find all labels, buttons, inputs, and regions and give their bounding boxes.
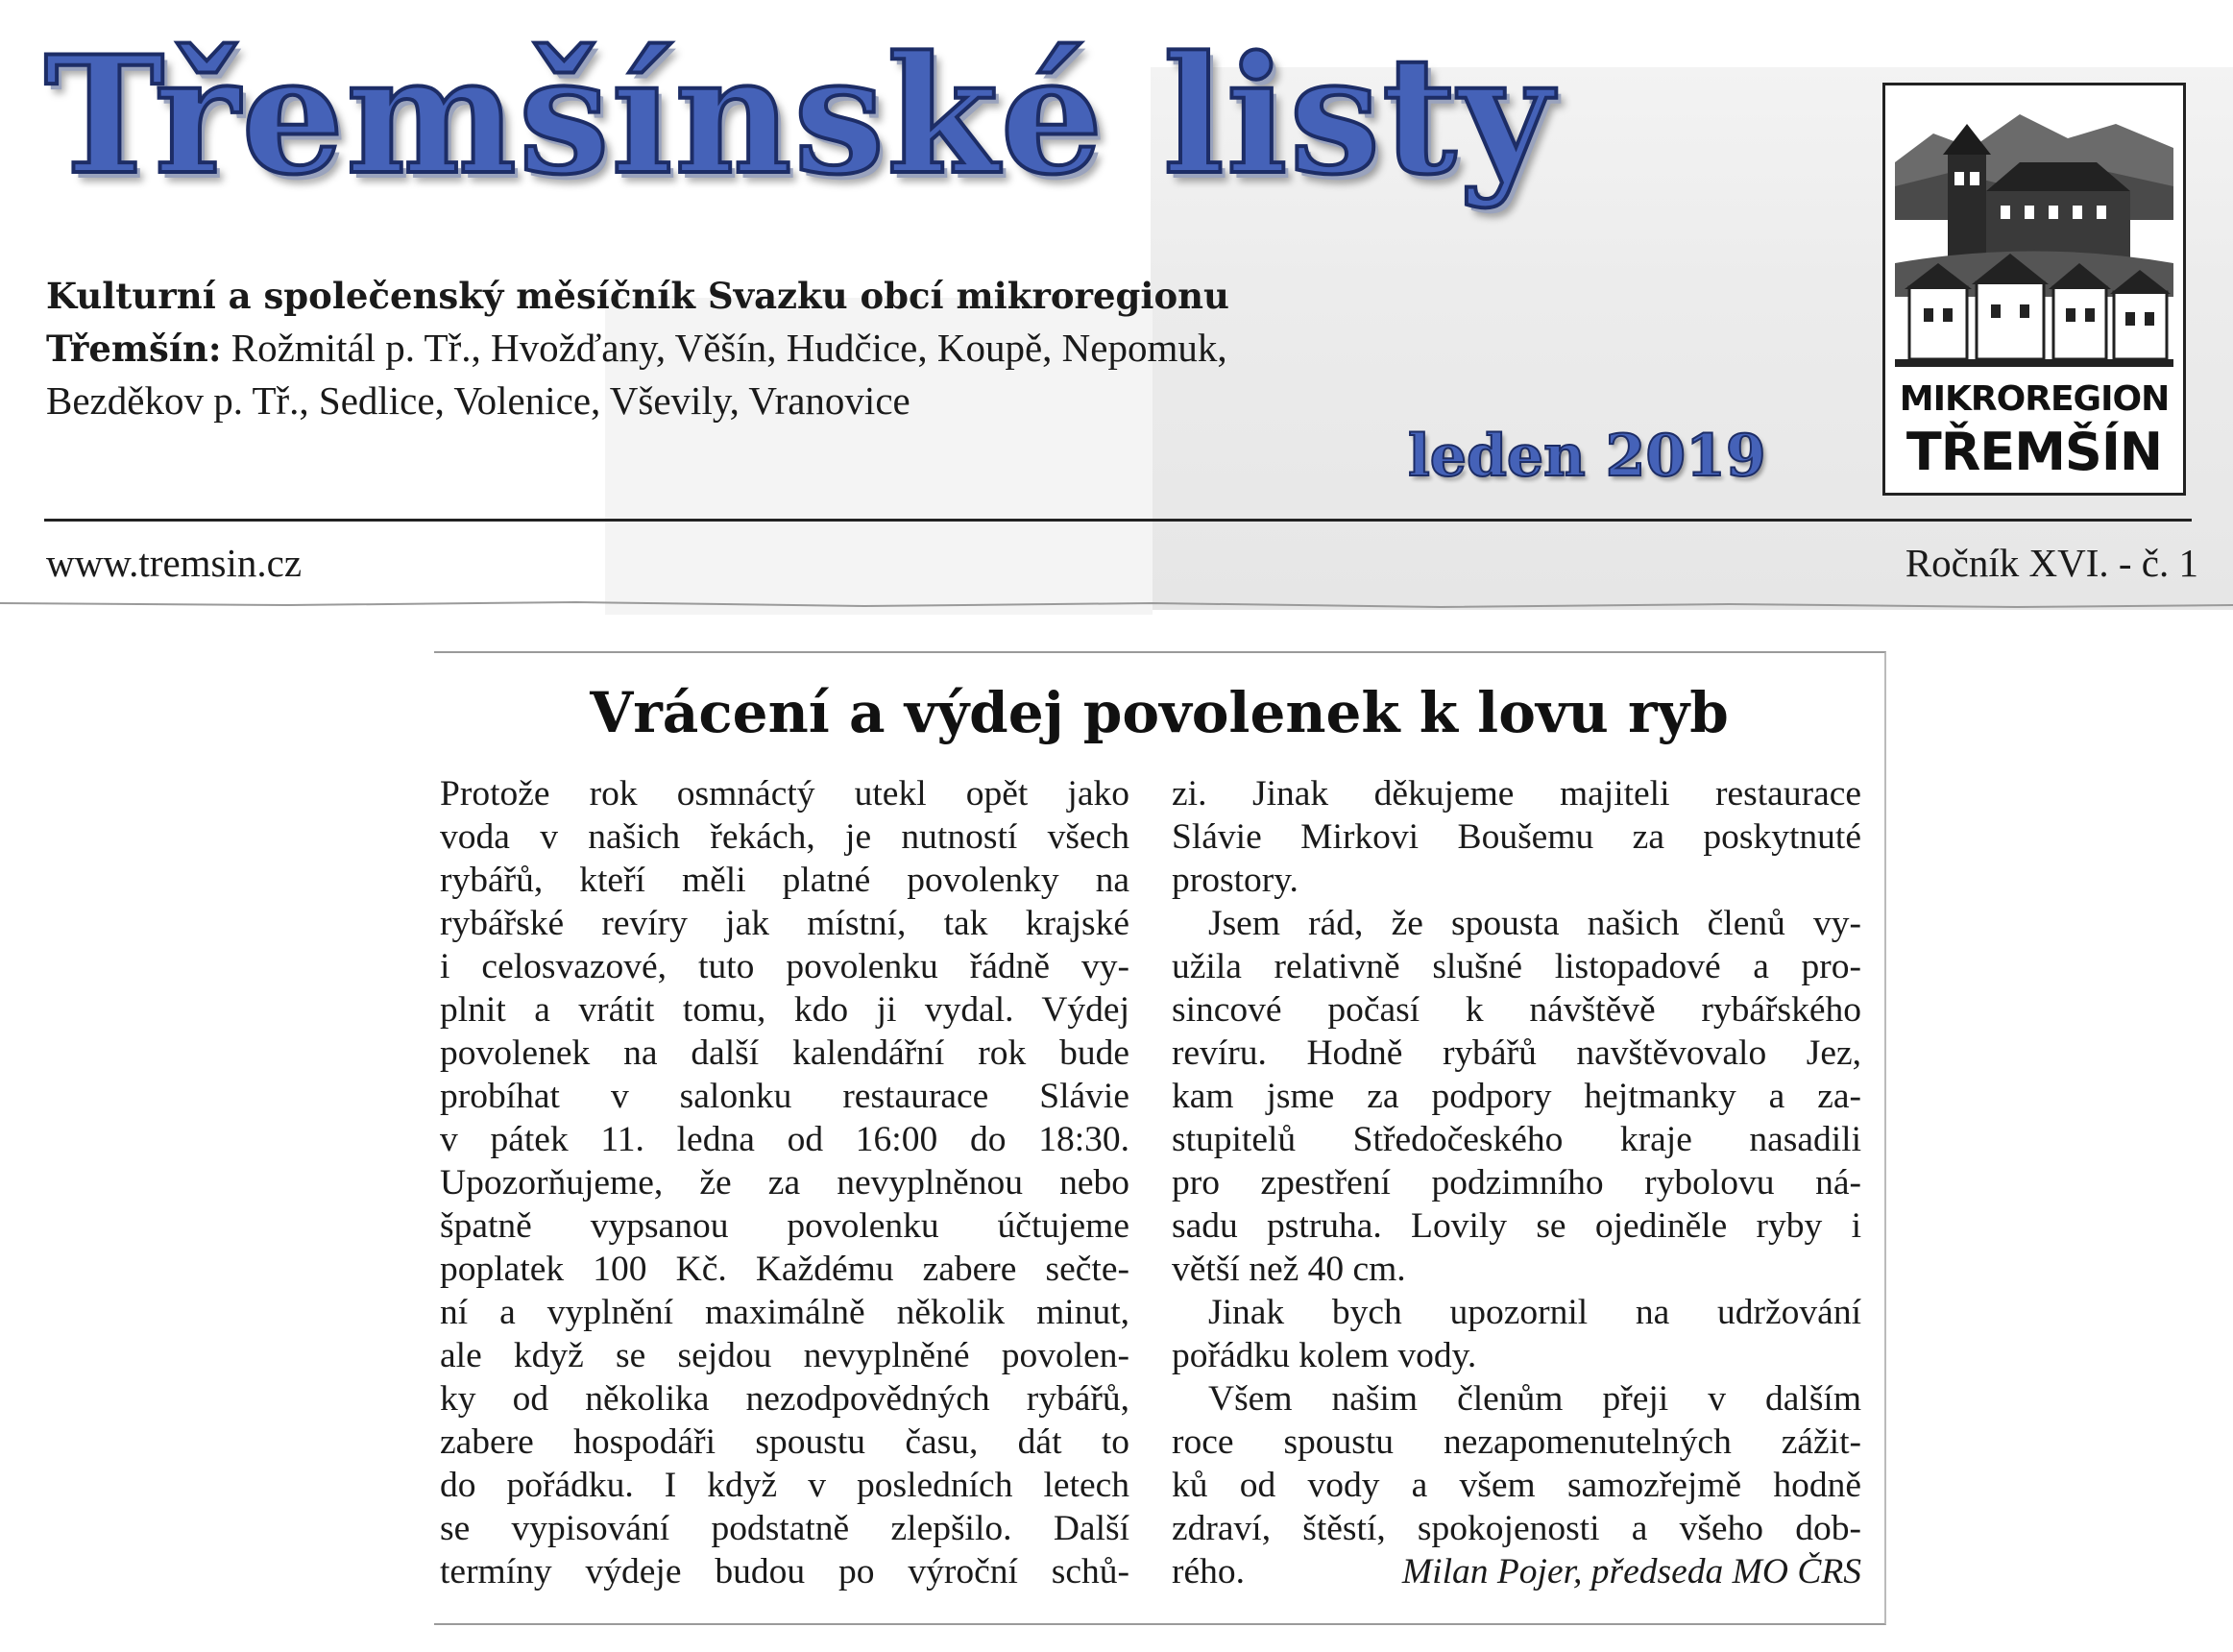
text-line: Protože rok osmnáctý utekl opět jako: [440, 774, 1129, 814]
text-line: zabere hospodáři spoustu času, dát to: [440, 1422, 1129, 1462]
text-line: Jsem rád, že spousta našich členů vy-: [1208, 904, 1861, 943]
text-line: v pátek 11. ledna od 16:00 do 18:30.: [440, 1120, 1129, 1159]
masthead-divider: [44, 519, 2192, 522]
masthead: [0, 0, 2233, 615]
logo-text-line1: MIKROREGION: [1899, 379, 2170, 419]
castle-icon: [1895, 95, 2173, 374]
torn-paper-edge: [0, 601, 2233, 615]
text-line: povolenek na další kalendářní rok bude: [440, 1033, 1129, 1073]
text-line: ale když se sejdou nevyplněné povolen-: [440, 1336, 1129, 1375]
website-url: www.tremsin.cz: [46, 541, 303, 585]
text-line: i celosvazové, tuto povolenku řádně vy-: [440, 947, 1129, 986]
article-column-left: [440, 772, 1129, 1593]
text-line: probíhat v salonku restaurace Slávie: [440, 1077, 1129, 1116]
text-line: stupitelů Středočeského kraje nasadili: [1172, 1120, 1861, 1159]
text-line: kam jsme za podpory hejtmanky a za-: [1172, 1077, 1861, 1116]
subtitle-bold: Kulturní a společenský měsíčník Svazku obcí mikroregionu Třemšín:: [46, 275, 1229, 370]
final-word: rého.: [1172, 1552, 1246, 1591]
text-line: roce spoustu nezapomenutelných zážit-: [1172, 1422, 1861, 1462]
text-line: zi. Jinak děkujeme majiteli restaurace: [1172, 774, 1861, 814]
newspaper-subtitle: [46, 269, 1256, 426]
text-line: pořádku kolem vody.: [1172, 1336, 1477, 1375]
text-line: špatně vypsanou povolenku účtujeme: [440, 1206, 1129, 1246]
paragraph-2: [1172, 902, 1861, 1291]
text-line: poplatek 100 Kč. Každému zabere sečte-: [440, 1250, 1129, 1289]
text-line: sadu pstruha. Lovily se ojediněle ryby i: [1172, 1206, 1861, 1246]
text-line: do pořádku. I když v posledních letech: [440, 1466, 1129, 1505]
paragraph-3: [1172, 1291, 1861, 1377]
text-line: Upozorňujeme, že za nevyplněnou nebo: [440, 1163, 1129, 1203]
mikroregion-logo: [1882, 83, 2186, 496]
text-line: ní a vyplnění maximálně několik minut,: [440, 1293, 1129, 1332]
newspaper-title: Třemšínské listy: [44, 20, 1555, 210]
paragraph-4: [1172, 1377, 1861, 1550]
logo-text-line2: TŘEMŠÍN: [1905, 422, 2163, 482]
text-line: plnit a vrátit tomu, kdo ji vydal. Výdej: [440, 990, 1129, 1030]
text-line: se vypisování podstatně zlepšilo. Další: [440, 1509, 1129, 1548]
text-line: termíny výdeje budou po výroční schů-: [440, 1552, 1129, 1591]
text-line: Všem našim členům přeji v dalším: [1208, 1379, 1861, 1419]
text-line: rybářské revíry jak místní, tak krajské: [440, 904, 1129, 943]
article-title: Vrácení a výdej povolenek k lovu ryb: [590, 680, 1729, 745]
article-column-right: [1172, 772, 1861, 1593]
text-line: sincové počasí k návštěvě rybářského: [1172, 990, 1861, 1030]
issue-number: Ročník XVI. - č. 1: [1905, 541, 2198, 585]
page-margin-left: [0, 615, 434, 1652]
text-line: Slávie Mirkovi Boušemu za poskytnuté: [1172, 817, 1861, 857]
text-line: pro zpestření podzimního rybolovu ná-: [1172, 1163, 1861, 1203]
text-line: prostory.: [1172, 861, 1299, 900]
text-line: voda v našich řekách, je nutností všech: [440, 817, 1129, 857]
paragraph-1-continued: [1172, 772, 1861, 902]
closing-line: [1172, 1550, 1861, 1593]
issue-date: leden 2019: [1408, 423, 1766, 490]
article: [434, 651, 1886, 1625]
subtitle-municipalities: Rožmitál p. Tř., Hvožďany, Věšín, Hudčice, Koupě, Nepomuk, Bezděkov p. Tř., Sedlice, Volenice, Vševily, Vranovice: [46, 326, 1227, 423]
text-line: ků od vody a všem samozřejmě hodně: [1172, 1466, 1861, 1505]
text-line: Jinak bych upozornil na udržování: [1208, 1293, 1861, 1332]
text-line: užila relativně slušné listopadové a pro-: [1172, 947, 1861, 986]
author-signature: Milan Pojer, předseda MO ČRS: [1401, 1552, 1861, 1591]
text-line: rybářů, kteří měli platné povolenky na: [440, 861, 1129, 900]
text-line: zdraví, štěstí, spokojenosti a všeho dob-: [1172, 1509, 1861, 1548]
text-line: větší než 40 cm.: [1172, 1250, 1406, 1289]
text-line: revíru. Hodně rybářů navštěvovalo Jez,: [1172, 1033, 1861, 1073]
page-margin-right: [1886, 615, 2233, 1652]
text-line: ky od několika nezodpovědných rybářů,: [440, 1379, 1129, 1419]
